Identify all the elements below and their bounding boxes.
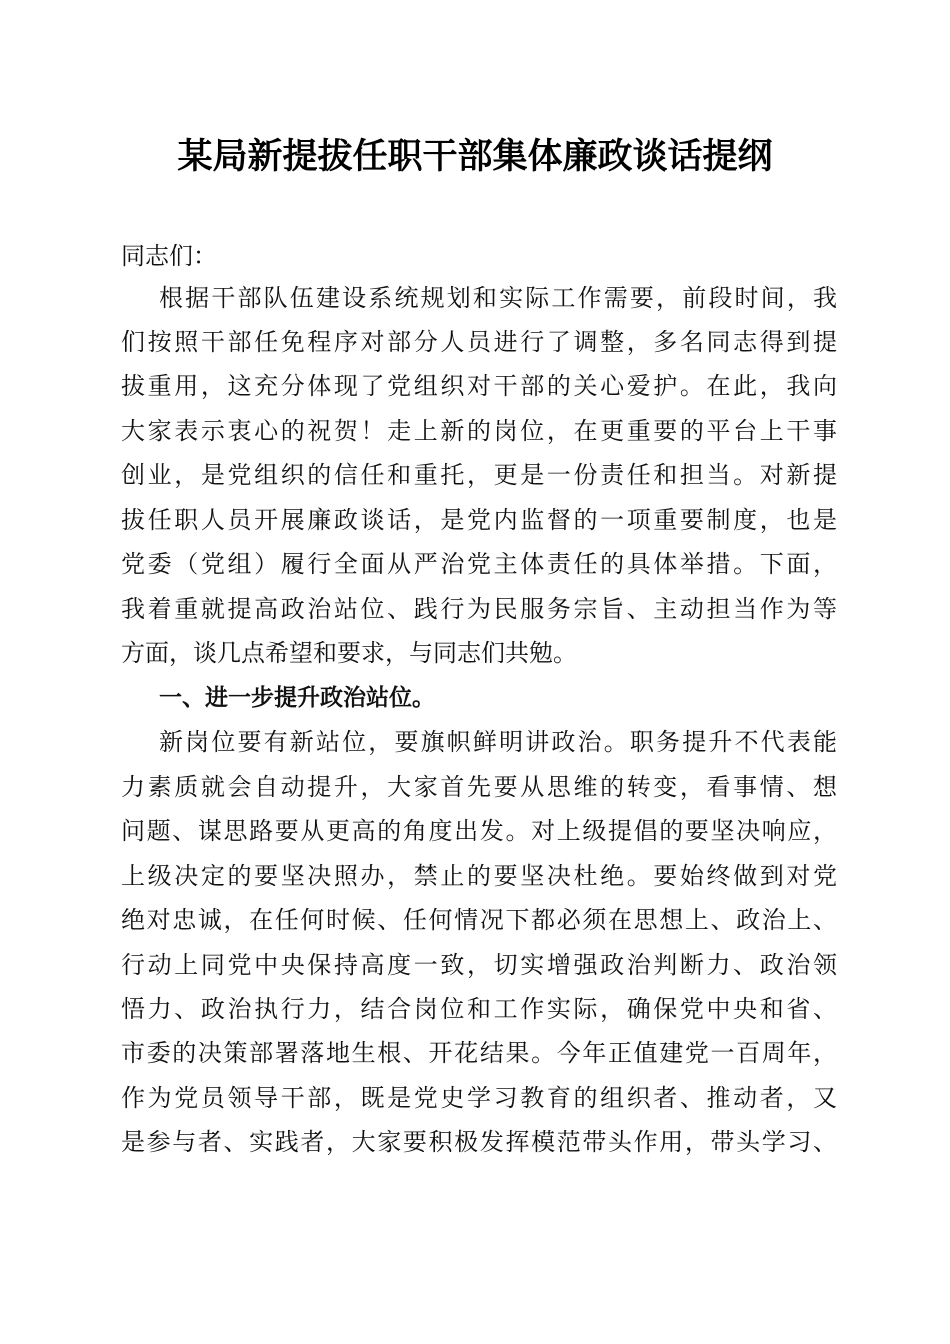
text-line: 方面，谈几点希望和要求，与同志们共勉。 (121, 639, 577, 667)
text-line: 大家表示衷心的祝贺！走上新的岗位，在更重要的平台上干事 (121, 417, 837, 445)
document-title: 某局新提拔任职干部集体廉政谈话提纲 (177, 136, 773, 177)
text-line: 是参与者、实践者，大家要积极发挥模范带头作用，带头学习、 (121, 1128, 837, 1156)
text-line: 根据干部队伍建设系统规划和实际工作需要，前段时间，我 (159, 284, 837, 312)
text-line: 作为党员领导干部，既是党史学习教育的组织者、推动者，又 (121, 1084, 837, 1112)
text-line: 新岗位要有新站位，要旗帜鲜明讲政治。职务提升不代表能 (159, 728, 837, 756)
text-line: 市委的决策部署落地生根、开花结果。今年正值建党一百周年， (121, 1039, 837, 1067)
text-line: 创业，是党组织的信任和重托，更是一份责任和担当。对新提 (121, 461, 837, 489)
text-line: 行动上同党中央保持高度一致，切实增强政治判断力、政治领 (121, 951, 837, 979)
text-line: 党委（党组）履行全面从严治党主体责任的具体举措。下面， (121, 550, 837, 578)
text-line: 拔重用，这充分体现了党组织对干部的关心爱护。在此，我向 (121, 372, 837, 400)
text-line: 上级决定的要坚决照办，禁止的要坚决杜绝。要始终做到对党 (121, 862, 837, 890)
text-line: 们按照干部任免程序对部分人员进行了调整，多名同志得到提 (121, 328, 837, 356)
salutation: 同志们： (121, 242, 217, 270)
text-line: 绝对忠诚，在任何时候、任何情况下都必须在思想上、政治上、 (121, 906, 837, 934)
section-heading-1: 一、进一步提升政治站位。 (159, 685, 435, 711)
text-line: 力素质就会自动提升，大家首先要从思维的转变，看事情、想 (121, 773, 837, 801)
text-line: 悟力、政治执行力，结合岗位和工作实际，确保党中央和省、 (121, 995, 837, 1023)
text-line: 拔任职人员开展廉政谈话，是党内监督的一项重要制度，也是 (121, 506, 837, 534)
text-line: 我着重就提高政治站位、践行为民服务宗旨、主动担当作为等 (121, 595, 837, 623)
text-line: 问题、谋思路要从更高的角度出发。对上级提倡的要坚决响应， (121, 817, 837, 845)
